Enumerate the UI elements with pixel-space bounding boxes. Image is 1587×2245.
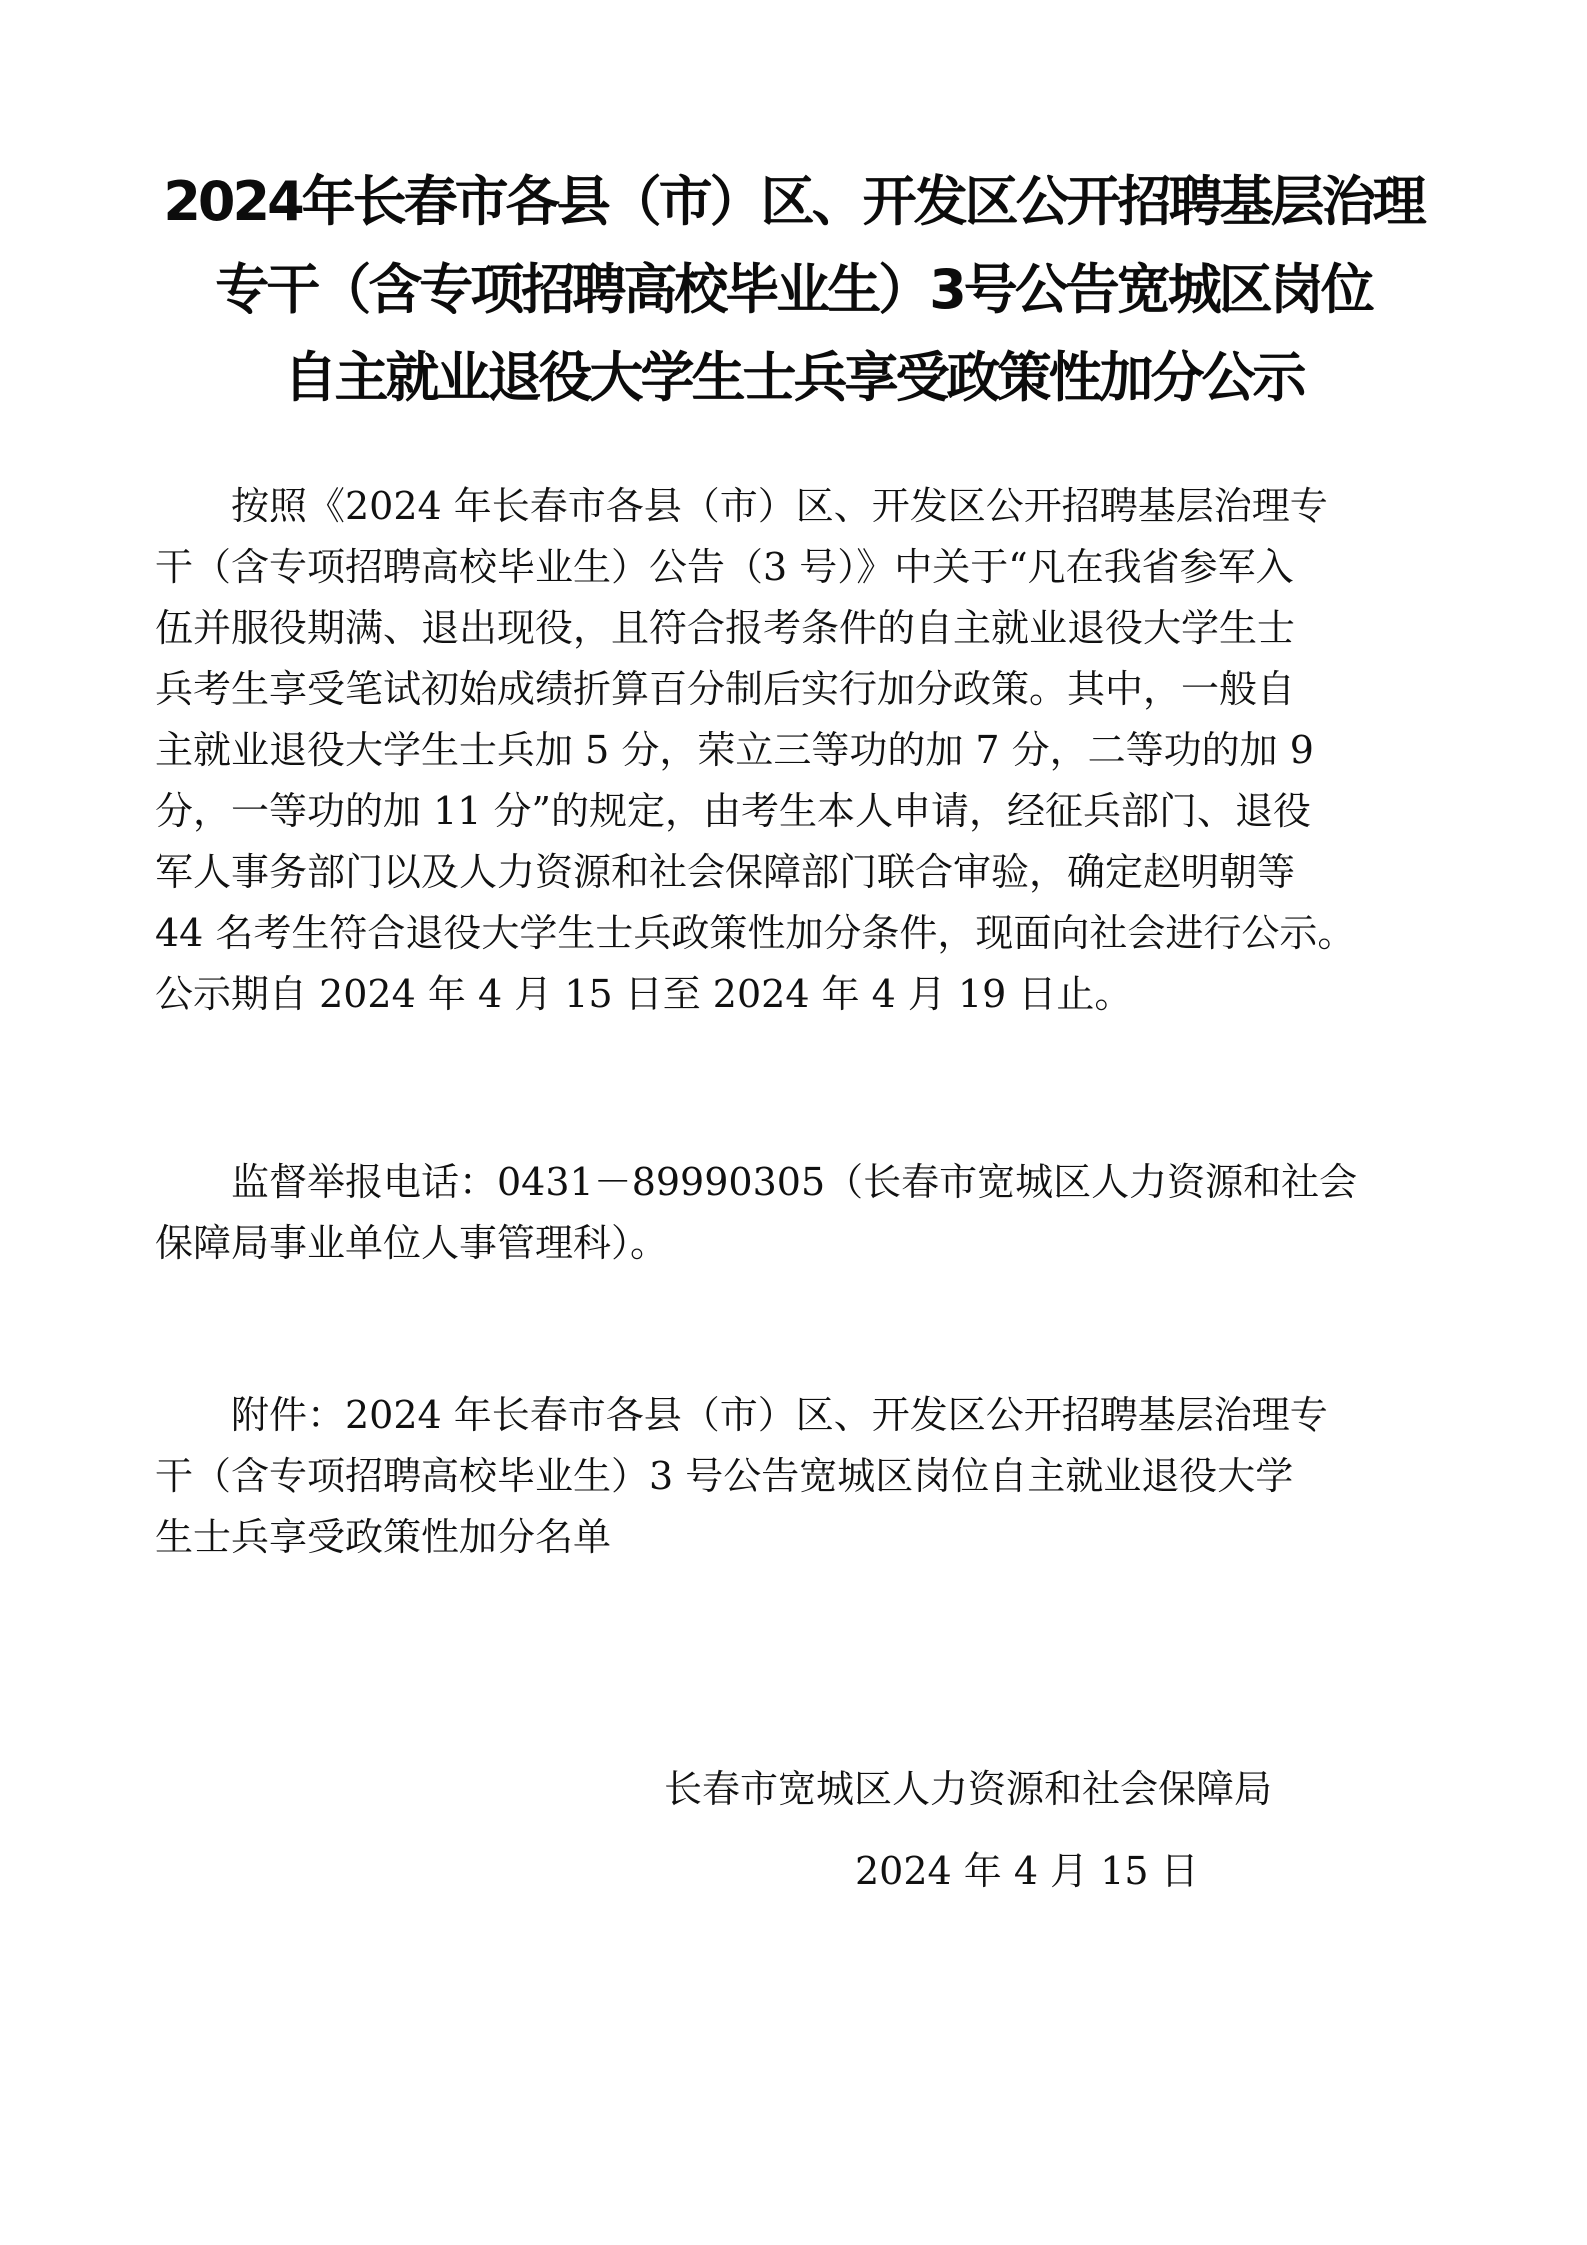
hotline-paragraph bbox=[155, 1152, 1455, 1274]
signature-organization: 长春市宽城区人力资源和社会保障局 bbox=[664, 1767, 1273, 1811]
title-line: 2024年长春市各县（市）区、开发区公开招聘基层治理 bbox=[163, 170, 1424, 233]
body-line: 军人事务部门以及人力资源和社会保障部门联合审验，确定赵明朝等 bbox=[155, 850, 1296, 894]
body-line: 干（含专项招聘高校毕业生）公告（3 号）》中关于“凡在我省参军入 bbox=[155, 545, 1294, 589]
body-paragraph bbox=[155, 476, 1455, 1025]
body-line: 分，一等功的加 11 分”的规定，由考生本人申请，经征兵部门、退役 bbox=[155, 789, 1311, 833]
hotline-line: 监督举报电话：0431－89990305（长春市宽城区人力资源和社会 bbox=[155, 1160, 1358, 1204]
title-line: 专干（含专项招聘高校毕业生）3号公告宽城区岗位 bbox=[215, 258, 1372, 321]
attachment-paragraph bbox=[155, 1385, 1455, 1568]
hotline-line: 保障局事业单位人事管理科）。 bbox=[155, 1221, 669, 1265]
title-line: 自主就业退役大学生士兵享受政策性加分公示 bbox=[283, 346, 1304, 409]
body-line: 按照《2024 年长春市各县（市）区、开发区公开招聘基层治理专 bbox=[155, 484, 1328, 528]
attachment-line: 附件：2024 年长春市各县（市）区、开发区公开招聘基层治理专 bbox=[155, 1393, 1328, 1437]
signature-date: 2024 年 4 月 15 日 bbox=[855, 1849, 1199, 1893]
document-title bbox=[140, 158, 1447, 422]
body-line: 公示期自 2024 年 4 月 15 日至 2024 年 4 月 19 日止。 bbox=[155, 972, 1133, 1016]
attachment-line: 生士兵享受政策性加分名单 bbox=[155, 1515, 612, 1559]
body-line: 主就业退役大学生士兵加 5 分，荣立三等功的加 7 分，二等功的加 9 bbox=[155, 728, 1314, 772]
body-line: 伍并服役期满、退出现役，且符合报考条件的自主就业退役大学生士 bbox=[155, 606, 1296, 650]
body-line: 兵考生享受笔试初始成绩折算百分制后实行加分政策。其中，一般自 bbox=[155, 667, 1296, 711]
body-line: 44 名考生符合退役大学生士兵政策性加分条件，现面向社会进行公示。 bbox=[155, 911, 1356, 955]
attachment-line: 干（含专项招聘高校毕业生）3 号公告宽城区岗位自主就业退役大学 bbox=[155, 1454, 1294, 1498]
